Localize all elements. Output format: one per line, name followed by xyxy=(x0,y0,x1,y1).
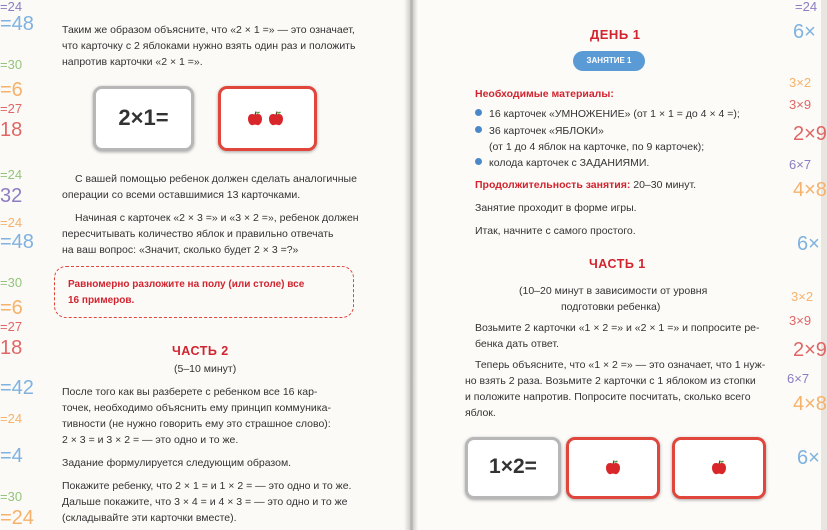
multiplication-card xyxy=(93,86,194,151)
materials-item: колода карточек с ЗАДАНИЯМИ. xyxy=(475,156,649,171)
margin-number: =24 xyxy=(795,0,818,14)
margin-number: =42 xyxy=(0,377,34,399)
part-description: (10–20 минут в зависимости от уровня xyxy=(519,285,708,297)
margin-number: 6× xyxy=(797,447,820,469)
paragraph-line: точек, необходимо объяснить ему принцип коммуника- xyxy=(62,402,331,414)
margin-number: =30 xyxy=(0,275,23,290)
margin-number: 4×8 xyxy=(793,179,827,201)
margin-number: =24 xyxy=(0,411,23,426)
duration-label: Продолжительность занятия: xyxy=(475,179,631,191)
margin-number: =24 xyxy=(0,215,23,230)
intro-line: напротив карточки «2 × 1 =». xyxy=(62,56,203,68)
apple-card xyxy=(218,86,317,151)
paragraph-line: 2 × 3 = и 3 × 2 = — это одно и то же. xyxy=(62,434,239,446)
margin-number: 2×9 xyxy=(793,339,827,361)
materials-item-cont: (от 1 до 4 яблок на карточке, по 9 карточек); xyxy=(489,141,705,153)
margin-number: 6×7 xyxy=(789,157,812,172)
paragraph-line: операции со всеми оставшимися 13 карточками. xyxy=(62,189,301,201)
margin-number: =4 xyxy=(0,445,23,467)
intro-line: Таким же образом объясните, что «2 × 1 =» — это означает, xyxy=(62,24,355,36)
apple-icon xyxy=(247,111,263,126)
paragraph-line: на ваш вопрос: «Значит, сколько будет 2 × 3 =?» xyxy=(62,244,299,256)
part-description: подготовки ребенка) xyxy=(561,301,661,313)
margin-number: =27 xyxy=(0,101,23,116)
paragraph-line: но взять 2 раза. Возьмите 2 карточки с 1 яблоком из стопки xyxy=(465,375,756,387)
apple-icon xyxy=(711,460,727,475)
paragraph-line: Теперь объясните, что «1 × 2 =» — это означает, что 1 нуж- xyxy=(475,359,766,371)
margin-number: 3×2 xyxy=(791,289,814,304)
paragraph-line: (складывайте эти карточки вместе). xyxy=(62,512,237,524)
margin-number: 18 xyxy=(0,337,23,359)
margin-number: =6 xyxy=(0,297,23,319)
paragraph-line: и положите напротив. Попросите посчитать, сколько всего xyxy=(465,391,751,403)
margin-number: =30 xyxy=(0,57,23,72)
paragraph-line: Задание формулируется следующим образом. xyxy=(62,457,292,469)
note-box xyxy=(54,266,354,318)
paragraph-line: Дальше покажите, что 3 × 4 = и 4 × 3 = — это одно и то же xyxy=(62,496,348,508)
margin-number: =48 xyxy=(0,13,34,35)
apple-icon xyxy=(605,460,621,475)
materials-item: 16 карточек «УМНОЖЕНИЕ» (от 1 × 1 = до 4 × 4 =); xyxy=(475,107,740,122)
margin-number: =6 xyxy=(0,79,23,101)
intro-line: что карточку с 2 яблоками нужно взять один раз и положить xyxy=(62,40,356,52)
materials-item: 36 карточек «ЯБЛОКИ» xyxy=(475,124,604,139)
paragraph-line: После того как вы разберете с ребенком все 16 кар- xyxy=(62,386,318,398)
margin-number: 18 xyxy=(0,119,23,141)
paragraph-line: Занятие проходит в форме игры. xyxy=(475,202,637,214)
card-expression: 1×2= xyxy=(489,455,537,478)
duration-value: 20–30 минут. xyxy=(633,179,697,191)
bullet-icon xyxy=(475,158,482,165)
margin-number: 3×9 xyxy=(789,313,812,328)
apple-card xyxy=(566,437,660,499)
book-spine xyxy=(404,0,418,530)
apple-icon xyxy=(268,111,284,126)
card-expression: 2×1= xyxy=(118,105,169,130)
left-page xyxy=(0,0,410,530)
margin-number: =24 xyxy=(0,0,23,14)
margin-number: =24 xyxy=(0,167,23,182)
part-title: ЧАСТЬ 2 xyxy=(172,344,229,358)
margin-number: =48 xyxy=(0,231,34,253)
paragraph-line: тивности (не нужно говорить ему это страшное слово): xyxy=(62,418,331,430)
margin-number: 4×8 xyxy=(793,393,827,415)
paragraph-line: бенка дать ответ. xyxy=(475,338,559,350)
margin-number: =30 xyxy=(0,489,23,504)
paragraph-line: Начиная с карточек «2 × 3 =» и «3 × 2 =», ребенок должен xyxy=(75,212,359,224)
multiplication-card xyxy=(465,437,561,499)
margin-number: 3×2 xyxy=(789,75,812,90)
note-line: 16 примеров. xyxy=(68,295,135,306)
part-duration: (5–10 минут) xyxy=(174,363,237,375)
right-page xyxy=(413,0,827,530)
note-line: Равномерно разложите на полу (или столе) все xyxy=(68,279,305,290)
materials-label: Необходимые материалы: xyxy=(475,88,614,100)
bullet-icon xyxy=(475,126,482,133)
part-title: ЧАСТЬ 1 xyxy=(589,257,646,271)
duration-line xyxy=(475,178,696,193)
paragraph-line: яблок. xyxy=(465,407,496,419)
paragraph-line: пересчитывать количество яблок и правильно отвечать xyxy=(62,228,334,240)
paragraph-line: Покажите ребенку, что 2 × 1 = и 1 × 2 = — это одно и то же. xyxy=(62,480,352,492)
margin-number: 32 xyxy=(0,185,23,207)
margin-number: 2×9 xyxy=(793,123,827,145)
paragraph-line: С вашей помощью ребенок должен сделать аналогичные xyxy=(75,173,357,185)
day-title: ДЕНЬ 1 xyxy=(590,27,641,42)
margin-number: 6× xyxy=(797,233,820,255)
margin-number: 3×9 xyxy=(789,97,812,112)
apple-card xyxy=(672,437,766,499)
margin-number: 6× xyxy=(793,21,816,43)
lesson-badge: ЗАНЯТИЕ 1 xyxy=(573,51,645,71)
paragraph-line: Итак, начните с самого простого. xyxy=(475,225,636,237)
margin-number: =27 xyxy=(0,319,23,334)
margin-number: 6×7 xyxy=(787,371,810,386)
margin-number: =24 xyxy=(0,507,34,529)
bullet-icon xyxy=(475,109,482,116)
paragraph-line: Возьмите 2 карточки «1 × 2 =» и «2 × 1 =» и попросите ре- xyxy=(475,322,760,334)
